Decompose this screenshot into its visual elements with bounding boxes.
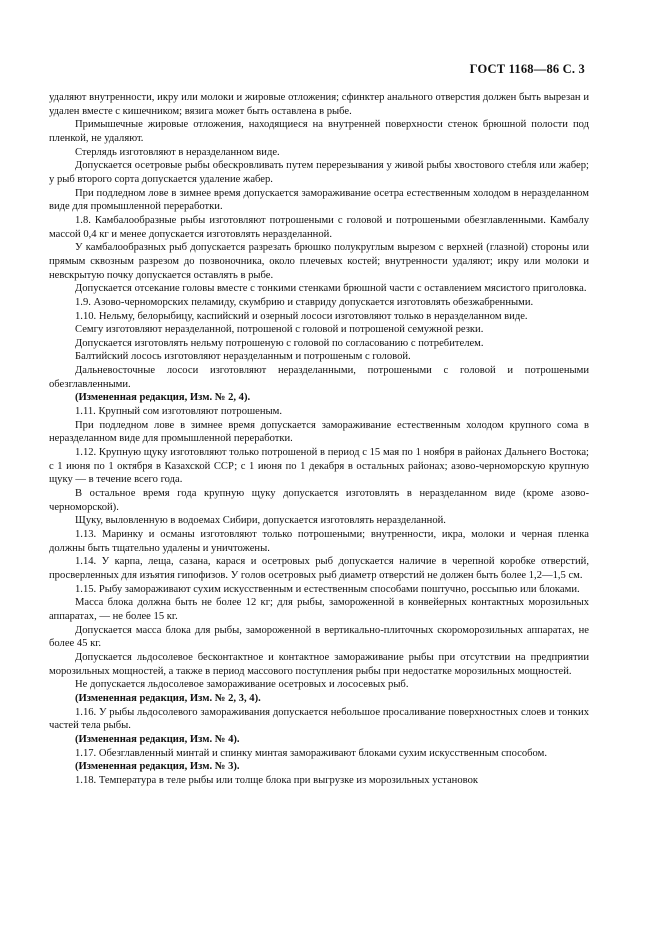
paragraph: Не допускается льдосолевое замораживание осетровых и лососевых рыб. (75, 679, 409, 691)
amendment-note: (Измененная редакция, Изм. № 2, 4). (75, 392, 251, 404)
paragraph: Допускается масса блока для рыбы, замороженной в вертикально-плиточных скороморозильных аппаратах, не более 45 кг. (49, 624, 589, 650)
paragraph: Щуку, выловленную в водоемах Сибири, допускается изготовлять неразделанной. (75, 515, 446, 527)
paragraph: Дальневосточные лососи изготовляют неразделанными, потрошеными с головой и потрошеными обезглавленными. (49, 365, 589, 390)
paragraph: 1.10. Нельму, белорыбицу, каспийский и озерный лососи изготовляют только в неразделанном виде. (75, 310, 528, 322)
paragraph: При подледном лове в зимнее время допускается замораживание осетра естественным холодом в неразделанном виде для промышленной переработки. (49, 187, 589, 213)
paragraph: Допускается изготовлять нельму потрошеную с головой по согласованию с потребителем. (75, 337, 484, 349)
paragraph: При подледном лове в зимнее время допускается замораживание естественным холодом крупного сома в неразделанном виде для промышленной переработки. (49, 419, 589, 445)
paragraph: 1.17. Обезглавленный минтай и спинку минтая замораживают блоками сухим искусственным способом. (75, 747, 547, 759)
paragraph: Допускается отсекание головы вместе с тонкими стенками брюшной части с оставлением мясистого приголовка. (75, 283, 587, 295)
paragraph: Примышечные жировые отложения, находящиеся на внутренней поверхности стенок брюшной полости под пленкой, не удаляют. (49, 119, 589, 144)
paragraph: Допускается льдосолевое бесконтактное и контактное замораживание рыбы при отсутствии на предприятии морозильных мощностей, а также в период массового поступления рыбы при недостатке морозильных мощностей. (49, 651, 589, 677)
paragraph: 1.18. Температура в теле рыбы или толще блока при выгрузке из морозильных установок (75, 774, 479, 786)
document-body (49, 91, 589, 787)
amendment-note: (Измененная редакция, Изм. № 2, 3, 4). (75, 692, 261, 704)
paragraph: Допускается осетровые рыбы обескровливать путем перерезывания у живой рыбы хвостового стебля или жабер; у рыб второго сорта допускается удаление жабер. (49, 160, 589, 185)
paragraph: 1.11. Крупный сом изготовляют потрошеным. (75, 406, 283, 418)
paragraph: Балтийский лосось изготовляют неразделанным и потрошеным с головой. (75, 351, 411, 363)
paragraph: У камбалообразных рыб допускается разрезать брюшко полукруглым вырезом с верхней (глазной) стороны или прямым сквозным разрезом до позвоночника, около плечевых костей; внутренности удаляют; икру или молоки и невскрытую почку допускается оставлять в рыбе. (49, 242, 589, 281)
paragraph: 1.14. У карпа, леща, сазана, карася и осетровых рыб допускается наличие в черепной коробке отверстий, просверленных для изъятия гипофизов. У голов осетровых рыб диаметр отверстий не должен быть более 1,2—1,5 см. (49, 556, 589, 581)
paragraph: 1.12. Крупную щуку изготовляют только потрошеной в период с 15 мая по 1 ноября в районах Дальнего Востока; с 1 июня по 1 октября в Казахской ССР; с 1 июня по 1 декабря в остальных районах; азово-черноморскую крупную щуку — в течение всего года. (49, 447, 589, 486)
paragraph: Масса блока должна быть не более 12 кг; для рыбы, замороженной в конвейерных контактных морозильных аппаратах, — не более 15 кг. (49, 597, 589, 622)
paragraph: 1.9. Азово-черноморских пеламиду, скумбрию и ставриду допускается изготовлять обезжабренными. (75, 296, 534, 308)
paragraph: 1.16. У рыбы льдосолевого замораживания допускается небольшое просаливание поверхностных слоев и тонких частей тела рыбы. (49, 706, 589, 732)
paragraph: Семгу изготовляют неразделанной, потрошеной с головой и потрошеной семужной резки. (75, 324, 484, 336)
amendment-note: (Измененная редакция, Изм. № 4). (75, 733, 240, 745)
paragraph: удаляют внутренности, икру или молоки и жировые отложения; сфинктер анального отверстия должен быть вырезан и удален вместе с кишечником; вязига может быть оставлена в рыбе. (49, 92, 589, 117)
amendment-note: (Измененная редакция, Изм. № 3). (75, 761, 240, 773)
paragraph: Стерлядь изготовляют в неразделанном виде. (75, 146, 280, 158)
paragraph: 1.13. Маринку и османы изготовляют только потрошеными; внутренности, икра, молоки и черная пленка должны быть тщательно удалены и уничтожены. (49, 529, 589, 554)
paragraph: В остальное время года крупную щуку допускается изготовлять в неразделанном виде (кроме азово-черноморской). (49, 488, 589, 513)
page-header: ГОСТ 1168—86 С. 3 (469, 62, 585, 76)
paragraph: 1.15. Рыбу замораживают сухим искусственным и естественным способами поштучно, россыпью или блоками. (75, 583, 580, 595)
paragraph: 1.8. Камбалообразные рыбы изготовляют потрошеными с головой и потрошеными обезглавленными. Камбалу массой 0,4 кг и менее допускается изготовлять неразделанной. (49, 214, 589, 240)
